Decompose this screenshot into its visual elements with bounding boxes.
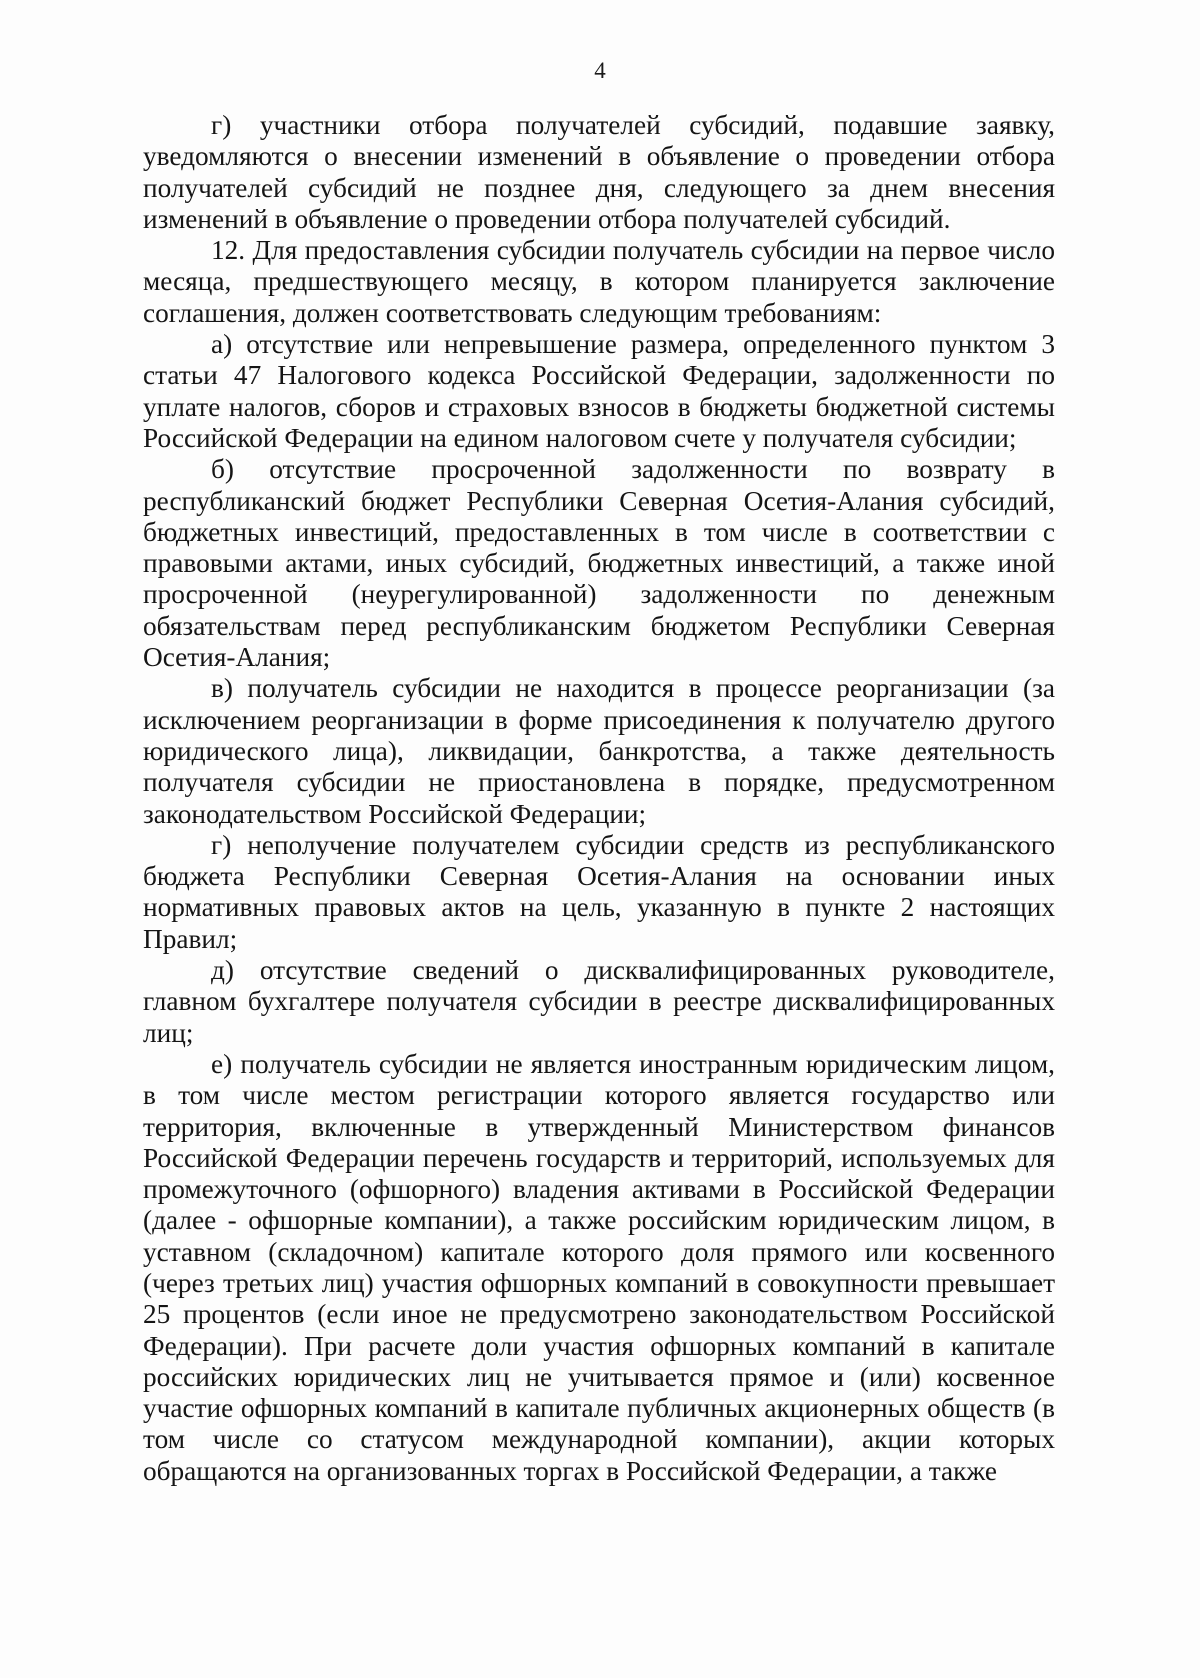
paragraph-requirement-e: е) получатель субсидии не является иностранным юридическим лицом, в том числе местом регистрации которого является государство или территория, включенные в утвержденный Министерством финансов Российской Федерации перечень государств и территорий, используемых для промежуточного (офшорного) владения активами в Российской Федерации (далее - офшорные компании), а также российским юридическим лицом, в уставном (складочном) капитале которого доля прямого или косвенного (через третьих лиц) участия офшорных компаний в совокупности превышает 25 процентов (если иное не предусмотрено законодательством Российской Федерации). При расчете доли участия офшорных компаний в капитале российских юридических лиц не учитывается прямое и (или) косвенное участие офшорных компаний в капитале публичных акционерных обществ (в том числе со статусом международной компании), акции которых обращаются на организованных торгах в Российской Федерации, а также: [143, 1048, 1055, 1486]
paragraph-requirement-b: б) отсутствие просроченной задолженности по возврату в республиканский бюджет Республики Северная Осетия-Алания субсидий, бюджетных инвестиций, предоставленных в том числе в соответствии с правовыми актами, иных субсидий, бюджетных инвестиций, а также иной просроченной (неурегулированной) задолженности по денежным обязательствам перед республиканским бюджетом Республики Северная Осетия-Алания;: [143, 454, 1055, 673]
page-number: 4: [594, 58, 606, 83]
paragraph-requirements-intro: 12. Для предоставления субсидии получатель субсидии на первое число месяца, предшествующего месяцу, в котором планируется заключение соглашения, должен соответствовать следующим требованиям:: [143, 235, 1055, 328]
document-body: [143, 110, 1055, 1487]
paragraph-requirement-g: г) неполучение получателем субсидии средств из республиканского бюджета Республики Северная Осетия-Алания на основании иных нормативных правовых актов на цель, указанную в пункте 2 настоящих Правил;: [143, 829, 1055, 954]
paragraph-notification: г) участники отбора получателей субсидий, подавшие заявку, уведомляются о внесении изменений в объявление о проведении отбора получателей субсидий не позднее дня, следующего за днем внесения изменений в объявление о проведении отбора получателей субсидий.: [143, 110, 1055, 234]
paragraph-requirement-a: а) отсутствие или непревышение размера, определенного пунктом 3 статьи 47 Налогового кодекса Российской Федерации, задолженности по уплате налогов, сборов и страховых взносов в бюджеты бюджетной системы Российской Федерации на едином налоговом счете у получателя субсидии;: [143, 329, 1055, 453]
paragraph-requirement-v: в) получатель субсидии не находится в процессе реорганизации (за исключением реорганизации в форме присоединения к получателю другого юридического лица), ликвидации, банкротства, а также деятельность получателя субсидии не приостановлена в порядке, предусмотренном законодательством Российской Федерации;: [143, 673, 1055, 829]
paragraph-requirement-d: д) отсутствие сведений о дисквалифицированных руководителе, главном бухгалтере получателя субсидии в реестре дисквалифицированных лиц;: [143, 955, 1055, 1048]
